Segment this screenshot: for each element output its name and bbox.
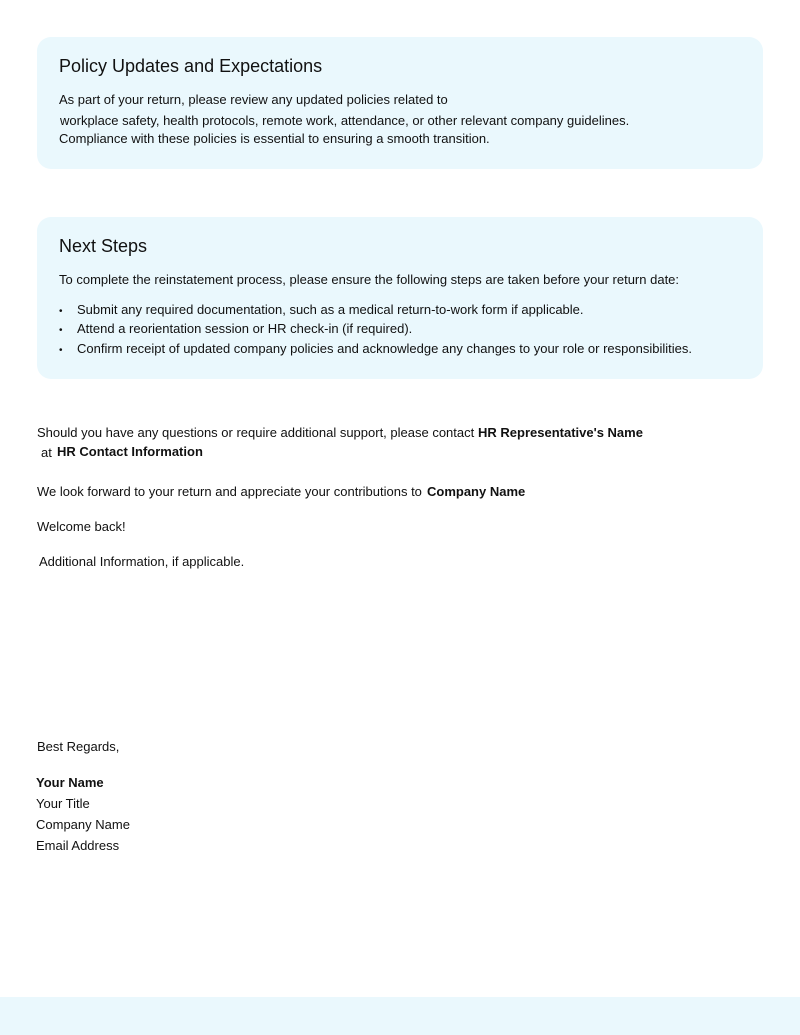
policy-text-line-2: workplace safety, health protocols, remote work, attendance, or other relevant company guidelines.: [60, 113, 630, 128]
bullet-icon: •: [59, 325, 63, 336]
policy-updates-title: Policy Updates and Expectations: [59, 56, 323, 76]
footer-band: [0, 997, 800, 1035]
bullet-icon: •: [59, 345, 63, 356]
next-steps-title: Next Steps: [59, 236, 148, 256]
look-forward-text: We look forward to your return and appreciate your contributions to: [37, 484, 422, 499]
signature-company: Company Name: [36, 817, 130, 832]
list-item-text: Confirm receipt of updated company policies and acknowledge any changes to your role or responsibilities.: [77, 341, 692, 356]
additional-information-text: Additional Information, if applicable.: [39, 554, 245, 569]
list-item-text: Attend a reorientation session or HR check-in (if required).: [77, 321, 413, 336]
list-item-text: Submit any required documentation, such as a medical return-to-work form if applicable.: [77, 302, 584, 317]
bullet-icon: •: [59, 306, 63, 317]
list-item: [59, 302, 584, 320]
hr-representative-name: HR Representative's Name: [478, 425, 643, 440]
contact-text: Should you have any questions or require additional support, please contact: [37, 425, 475, 440]
list-item: [59, 341, 692, 359]
best-regards-text: Best Regards,: [37, 739, 120, 754]
hr-contact-information: HR Contact Information: [57, 444, 203, 459]
next-steps-panel: [37, 217, 763, 379]
next-steps-intro: To complete the reinstatement process, please ensure the following steps are taken before your return date:: [59, 272, 680, 287]
company-name-inline: Company Name: [427, 484, 526, 499]
signature-title: Your Title: [36, 796, 90, 811]
signature-name: Your Name: [36, 775, 104, 790]
policy-text-line-1: As part of your return, please review any updated policies related to: [59, 92, 448, 107]
signature-email: Email Address: [36, 838, 120, 853]
policy-updates-panel: [37, 37, 763, 169]
policy-text-line-3: Compliance with these policies is essential to ensuring a smooth transition.: [59, 131, 490, 146]
welcome-back-text: Welcome back!: [37, 519, 126, 534]
list-item: [59, 321, 412, 339]
contact-at: at: [41, 445, 52, 460]
